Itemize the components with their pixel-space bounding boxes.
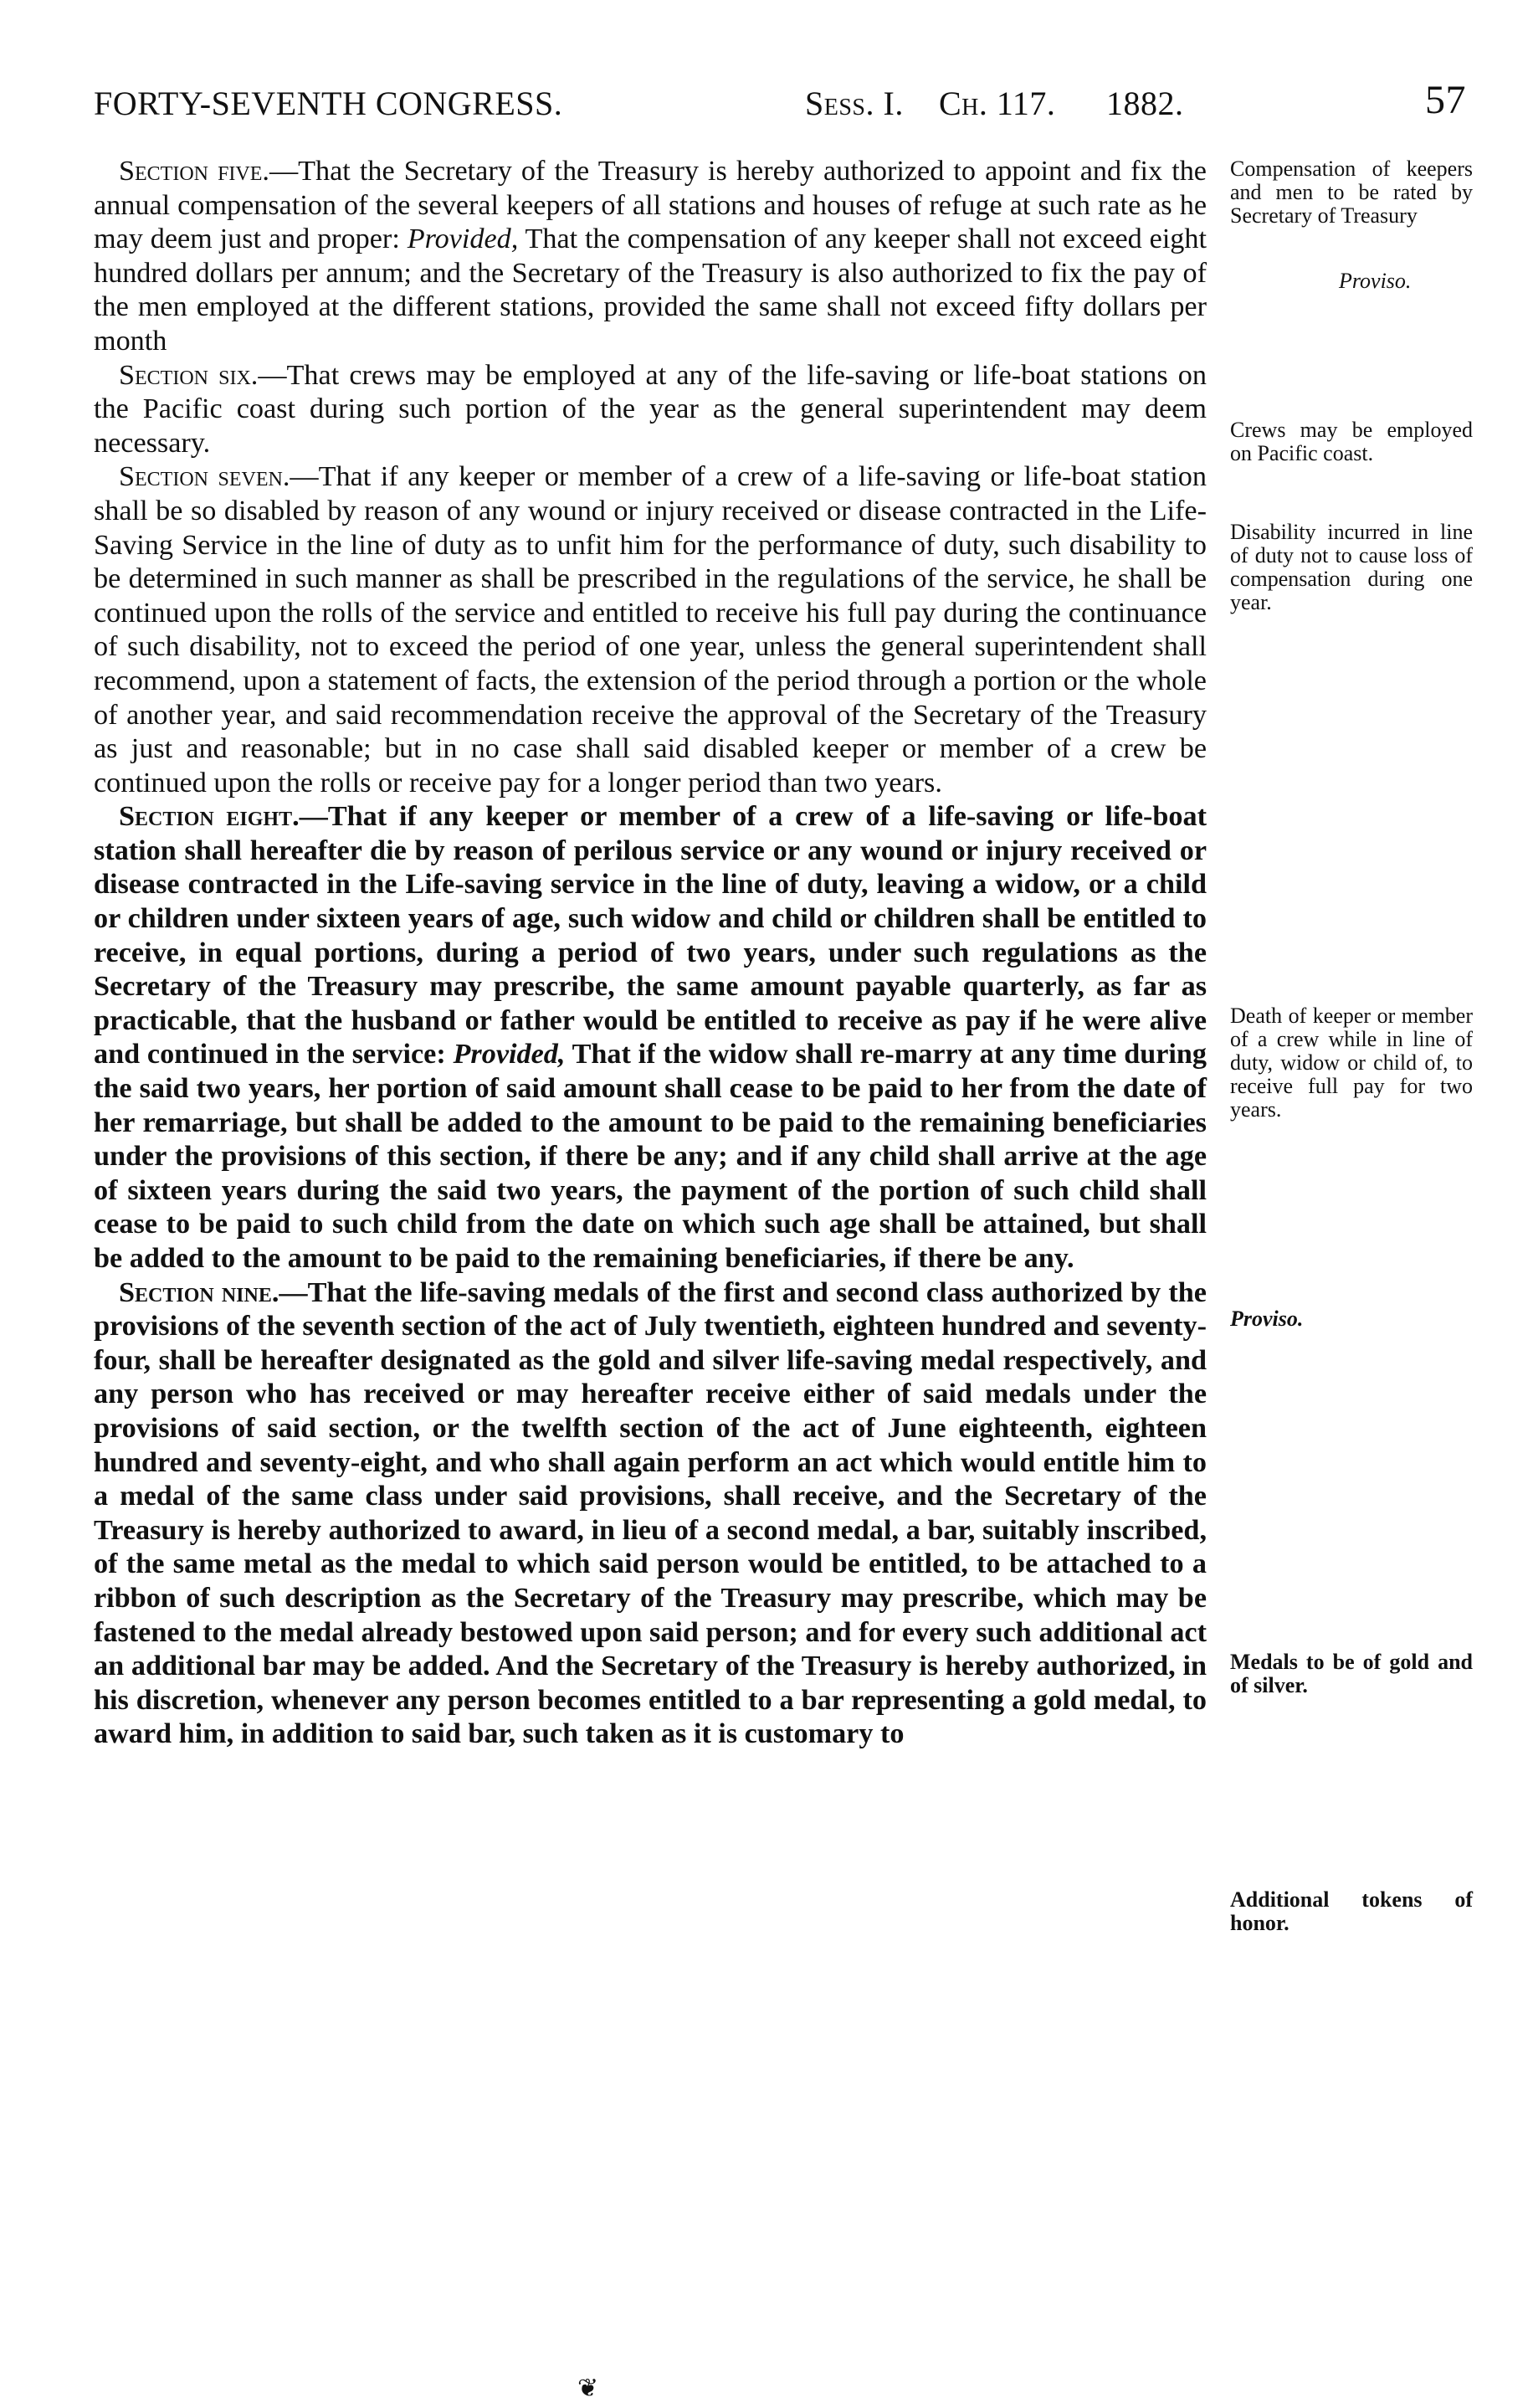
section-eight-text: —That if any keeper or member of a crew of a life-saving or life-boat station shall hereafter die by reason of perilous service or any wound or injury received or disease contracted in the Life-saving service in the line of duty, leaving a widow, or a child or children under sixteen years of age, such widow and child or children shall be entitled to receive, in equal portions, during a period of two years, under such regulations as the Secretary of the Treasury may prescribe, the same amount payable quarterly, as far as practicable, that the husband or father would be entitled to receive as pay if he were alive and continued in the service:: [94, 801, 1207, 1071]
section-nine: [94, 1276, 1207, 1752]
year-label: 1882.: [1106, 85, 1184, 122]
section-five: [94, 155, 1207, 359]
section-eight-head: Section eight.: [119, 801, 300, 833]
margin-note-proviso-1: Proviso.: [1339, 269, 1412, 293]
section-nine-text: —That the life-saving medals of the first and second class authorized by the provisions of the seventh section of the act of July twentieth, eighteen hundred and seventy-four, shall be hereafter designated as the gold and silver life-saving medal respectively, and any person who has received or may hereafter receive either of said medals under the provisions of said section, or the twelfth section of the act of June eighteenth, eighteen hundred and seventy-eight, and who shall again perform an act which would entitle him to a medal of the same class under said provisions, shall receive, and the Secretary of the Treasury is hereby authorized to award, in lieu of a second medal, a bar, suitably inscribed, of the same metal as the medal to which said person would be entitled, to be attached to a ribbon of such description as the Secretary of the Treasury may prescribe, which may be fastened to the medal already bestowed upon said person; and for every such additional act an additional bar may be added. And the Secretary of the Treasury is hereby authorized, in his discretion, whenever any person becomes entitled to a bar representing a gold medal, to award him, in addition to said bar, such taken as it is customary to: [94, 1276, 1207, 1750]
section-six-head: Section six.: [119, 359, 259, 391]
section-five-proviso: Provided,: [407, 223, 519, 255]
section-eight: [94, 800, 1207, 1276]
running-header: [94, 77, 1466, 127]
section-eight-proviso: Provided,: [453, 1039, 566, 1071]
section-five-text: —That the Secretary of the Treasury is hereby authorized to appoint and fix the annual compensation of the several keepers of all stations and houses of refuge at such rate as he may deem just and proper:: [94, 156, 1207, 255]
session-label: Sess. I.: [805, 85, 904, 122]
section-seven-head: Section seven.: [119, 461, 290, 493]
margin-note-tokens: Additional tokens of honor.: [1230, 1887, 1473, 1935]
section-five-head: Section five.: [119, 156, 269, 187]
section-six: [94, 359, 1207, 461]
margin-note-death: Death of keeper or member of a crew while in line of duty, widow or child of, to receive full pay for two years.: [1230, 1004, 1473, 1122]
statute-text: [94, 155, 1207, 1752]
margin-note-disability: Disability incurred in line of duty not to cause loss of compensation during one year.: [1230, 520, 1473, 614]
page-number: 57: [1425, 78, 1466, 122]
section-eight-text2: That if the widow shall re-marry at any time during the said two years, her portion of said amount shall cease to be paid to her from the date of her remarriage, but shall be added to the amount to be paid to the remaining beneficiaries under the provisions of this section, if there be any; and if any child shall arrive at the age of sixteen years during the said two years, the payment of the portion of such child shall cease to be paid to such child from the date on which such age shall be attained, but shall be added to the amount to be paid to the remaining beneficiaries, if there be any.: [94, 1039, 1207, 1274]
margin-note-crews: Crews may be employed on Pacific coast.: [1230, 418, 1473, 465]
margin-note-proviso-2: Proviso.: [1230, 1307, 1304, 1331]
chapter-label: Ch. 117.: [939, 85, 1056, 122]
congress-title: FORTY-SEVENTH CONGRESS.: [94, 85, 563, 122]
section-seven-text: —That if any keeper or member of a crew of a life-saving or life-boat station shall be so disabled by reason of any wound or injury received or disease contracted in the Life-Saving Service in the line of duty as to unfit him for the performance of duty, such disability to be determined in such manner as shall be prescribed in the regulations of the service, he shall be continued upon the rolls of the service and entitled to receive his full pay during the continuance of such disability, not to exceed the period of one year, unless the general superintendent shall recommend, upon a statement of facts, the extension of the period through a portion or the whole of another year, and said recommendation receive the approval of the Secretary of the Treasury as just and reasonable; but in no case shall said disabled keeper or member of a crew be continued upon the rolls or receive pay for a longer period than two years.: [94, 461, 1207, 798]
margin-note-medals: Medals to be of gold and of silver.: [1230, 1650, 1473, 1697]
section-five-text2: That the compensation of any keeper shall not exceed eight hundred dollars per annum; and the Secretary of the Treasury is also authorized to fix the pay of the men employed at the different stations, provided the same shall not exceed fifty dollars per month: [94, 223, 1207, 357]
margin-note-compensation: Compensation of keepers and men to be rated by Secretary of Treasury: [1230, 157, 1473, 228]
section-six-text: —That crews may be employed at any of the life-saving or life-boat stations on the Pacific coast during such portion of the year as the general superintendent may deem necessary.: [94, 359, 1207, 459]
section-seven: [94, 460, 1207, 800]
printer-ornament: ❦: [577, 2375, 599, 2402]
section-nine-head: Section nine.: [119, 1276, 279, 1308]
